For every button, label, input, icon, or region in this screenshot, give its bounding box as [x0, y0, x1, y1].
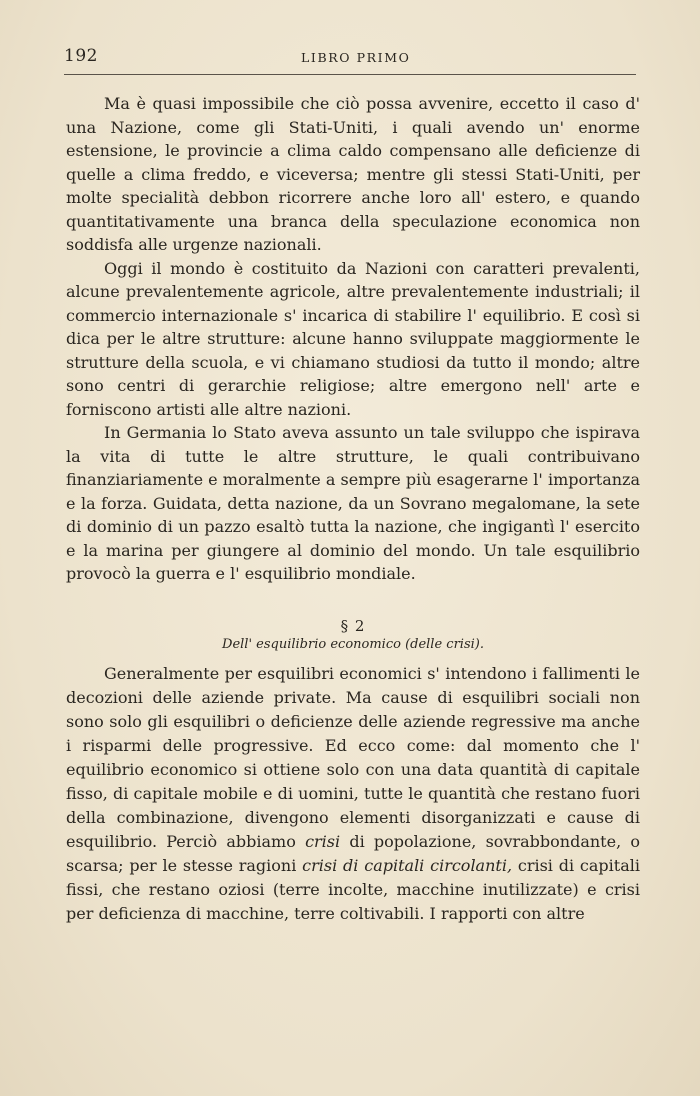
italic-term: crisi di capitali circolanti, [302, 855, 513, 875]
paragraph: Oggi il mondo è costituito da Nazioni con caratteri prevalenti, alcune prevalentemente agricole, altre prevalentemente industriali; il commercio internazionale s' incarica di stabilire l' equilibrio. E così si dica per le altre strutture: alcune hanno sviluppate maggiormente le strutture della scuola, e vi chiamano studiosi da tutto il mondo; altre sono centri di gerarchie religiose; altre emergono nell' arte e forniscono artisti alle altre nazioni. [66, 258, 640, 419]
paragraph: Ma è quasi impossibile che ciò possa avvenire, eccetto il caso d' una Nazione, come gli Stati-Uniti, i quali avendo un' enorme estensione, le provincie a clima caldo compensano alle deficienze di quelle a clima freddo, e viceversa; mentre gli stessi Stati-Uniti, per molte specialità debbon ricorrere anche loro all' estero, e quando quantitativamente una branca della speculazione economica non soddisfa alle urgenze nazionali. [66, 94, 640, 254]
paragraph: In Germania lo Stato aveva assunto un tale sviluppo che ispirava la vita di tutte le altre strutture, le quali contribuivano finanziariamente e moralmente a sempre più esagerarne l' importanza e la forza. Guidata, detta nazione, da un Sovrano megalomane, la sete di dominio di un pazzo esaltò tutta la nazione, che ingigantì l' esercito e la marina per giungere al dominio del mondo. Un tale esquilibrio provocò la guerra e l' esquilibrio mondiale. [66, 423, 640, 583]
italic-term: crisi [305, 831, 341, 851]
text-run: di popolazione, sovrabbondante, o scarsa; per le stesse ragioni [66, 831, 641, 875]
section-title: Dell' esquilibrio economico (delle crisi). [222, 636, 484, 652]
page-header [64, 44, 636, 75]
page-body [66, 92, 640, 926]
running-head: LIBRO PRIMO [301, 50, 411, 65]
text-run: crisi di capitali fissi, che restano oziosi (terre incolte, macchine inutilizzate) e crisi per deficienza di macchine, terre coltivabili. I rapporti con altre [66, 855, 640, 923]
section-number: § 2 [340, 616, 366, 635]
page-number: 192 [64, 46, 98, 66]
section-heading [66, 616, 640, 654]
text-run: Generalmente per esquilibri economici s' intendono i fallimenti le decozioni delle aziende private. Ma cause di esquilibri sociali non sono solo gli esquilibri o deficienze delle aziende regressive ma anche i risparmi delle progressive. Ed ecco come: dal momento che l' equilibrio economico si ottiene solo con una data quantità di capitale fisso, di capitale mobile e di uomini, tutte le quantità che restano fuori della combinazione, divengono elementi disorganizzati e cause di esquilibrio. Perciò abbiamo [66, 663, 640, 851]
section-paragraph [66, 662, 640, 926]
